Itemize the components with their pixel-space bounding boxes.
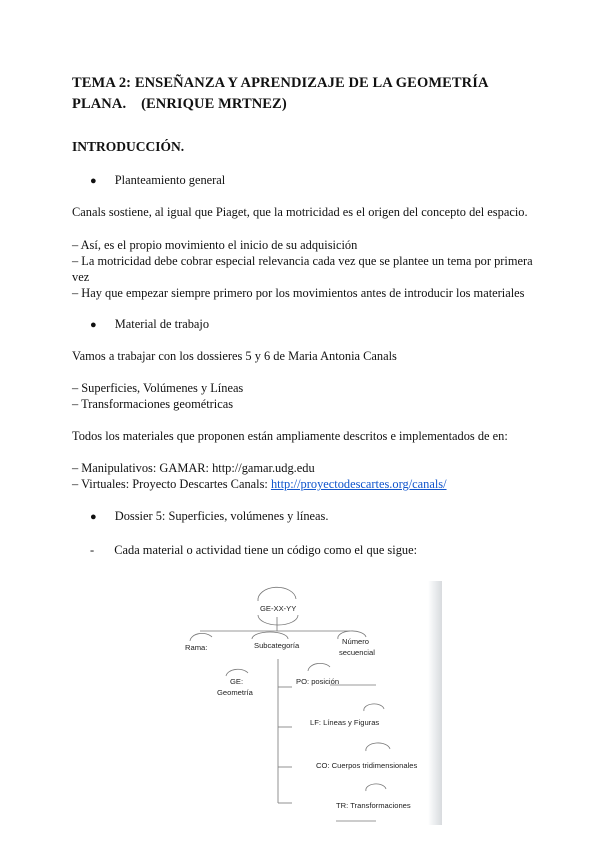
diagram-lf-label: LF: Líneas y Figuras — [310, 718, 380, 727]
dash-icon: - — [90, 543, 95, 557]
diagram-tr-label: TR: Transformaciones — [336, 801, 411, 810]
bullet-icon: ● — [90, 511, 97, 523]
paragraph: Canals sostiene, al igual que Piaget, que la motricidad es el origen del concepto del espacio. — [72, 205, 528, 219]
diagram-po-label: PO: posición — [296, 677, 340, 686]
bullet-label: Dossier 5: Superficies, volúmenes y líneas. — [114, 509, 329, 523]
bullet-icon: ● — [90, 319, 97, 331]
diagram-rama-label: Rama: — [185, 643, 208, 652]
paragraph-line: – Manipulativos: GAMAR: http://gamar.udg.edu — [72, 461, 315, 475]
title-line-1: TEMA 2: ENSEÑANZA Y APRENDIZAJE DE LA GEOMETRÍA — [72, 75, 489, 91]
bullet-icon: ● — [90, 175, 97, 187]
diagram-background — [180, 581, 442, 825]
diagram-root-label: GE-XX-YY — [260, 604, 297, 613]
bullet-label: Material de trabajo — [114, 317, 210, 331]
bullet-item-2 — [90, 316, 209, 333]
diagram-co-label: CO: Cuerpos tridimensionales — [316, 761, 418, 770]
paragraph-line: – Así, es el propio movimiento el inicio de su adquisición — [72, 238, 358, 252]
diagram-subcategoria-label: Subcategoría — [254, 641, 300, 650]
paragraph: Todos los materiales que proponen están ampliamente descritos e implementados de en: — [72, 429, 508, 443]
descartes-link[interactable]: http://proyectodescartes.org/canals/ — [270, 477, 447, 491]
paragraph-line: – La motricidad debe cobrar especial relevancia cada vez que se plantee un tema por primera — [72, 254, 533, 268]
paragraph-line — [72, 476, 447, 492]
diagram-numero-label-2: secuencial — [339, 648, 375, 657]
paragraph-line: – Transformaciones geométricas — [72, 397, 234, 411]
intro-heading: INTRODUCCIÓN. — [72, 139, 185, 154]
dash-label: Cada material o actividad tiene un código como el que sigue: — [114, 543, 418, 557]
diagram-ge-label-2: Geometría — [217, 688, 253, 697]
code-diagram — [180, 581, 442, 825]
code-diagram-svg — [180, 581, 442, 825]
title-line-2: PLANA. (ENRIQUE MRTNEZ) — [72, 96, 287, 112]
paragraph-line: – Hay que empezar siempre primero por los movimientos antes de introducir los materiales — [72, 286, 525, 300]
bullet-item-1 — [90, 172, 225, 189]
paragraph-text: – Virtuales: Proyecto Descartes Canals: — [72, 477, 271, 491]
diagram-edge-shadow — [428, 581, 442, 825]
page-title — [72, 73, 489, 115]
bullet-item-3 — [90, 508, 328, 525]
dash-item — [90, 542, 417, 558]
paragraph-line: – Superficies, Volúmenes y Líneas — [72, 381, 244, 395]
diagram-numero-label-1: Número — [342, 637, 370, 646]
paragraph: Vamos a trabajar con los dossieres 5 y 6 de Maria Antonia Canals — [72, 349, 397, 363]
diagram-ge-label-1: GE: — [230, 677, 244, 686]
bullet-label: Planteamiento general — [114, 173, 226, 187]
paragraph-line: vez — [72, 270, 90, 284]
